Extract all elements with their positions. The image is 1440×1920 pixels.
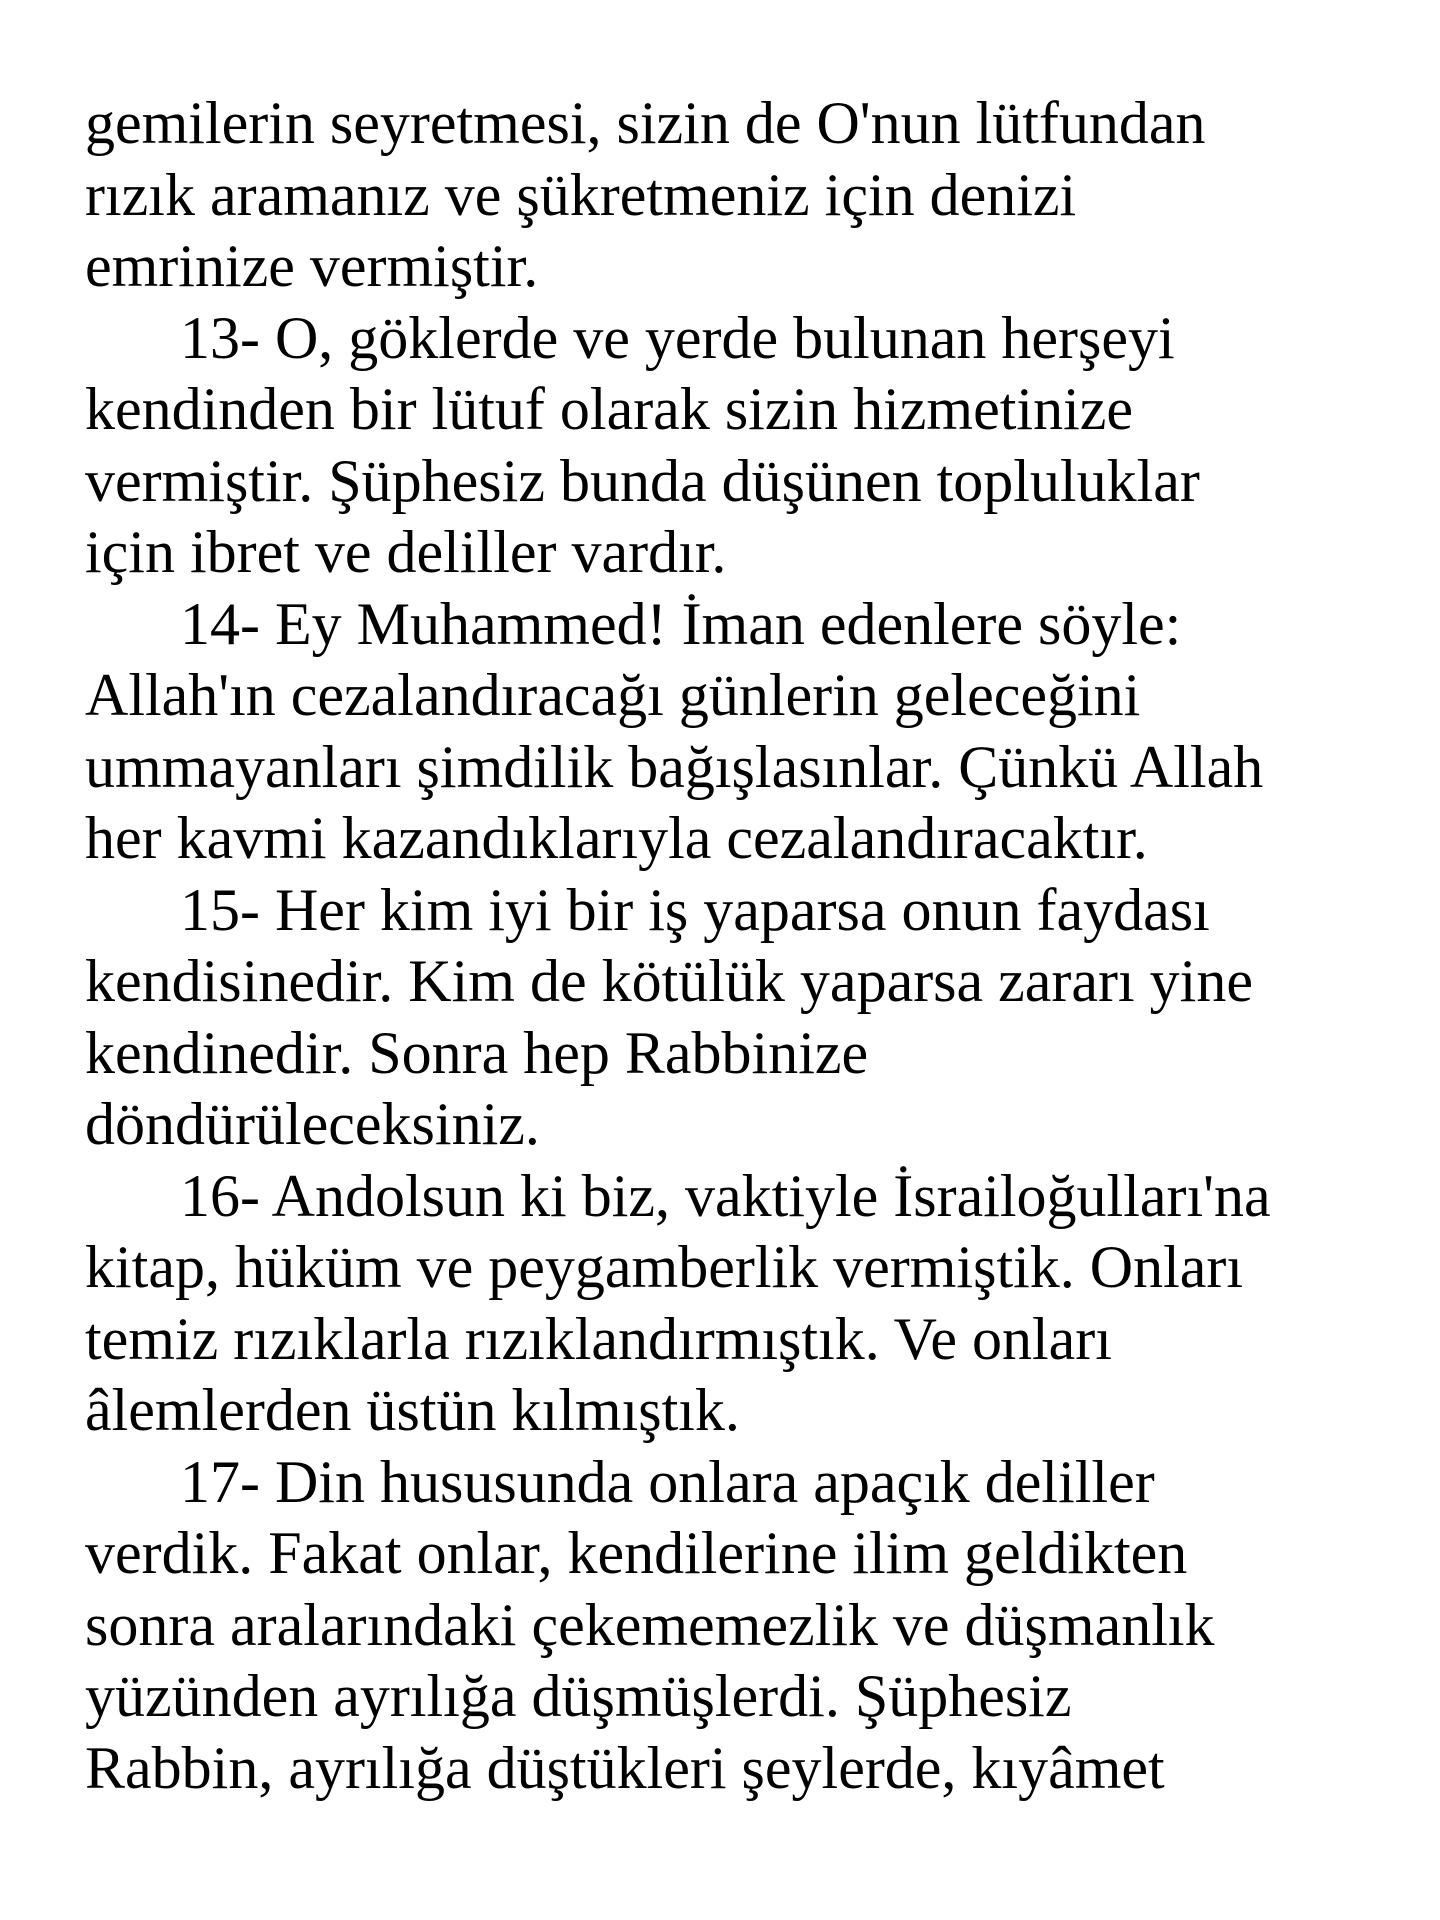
text-line: kitap, hüküm ve peygamberlik vermiştik. Onları: [85, 1234, 1244, 1300]
verse-14-start: 14- Ey Muhammed! İman edenlere söyle:: [180, 590, 1182, 657]
text-line: âlemlerden üstün kılmıştık.: [85, 1377, 740, 1443]
body-text: [85, 88, 1405, 1804]
text-line: yüzünden ayrılığa düşmüşlerdi. Şüphesiz: [85, 1663, 1072, 1729]
text-line: kendisinedir. Kim de kötülük yaparsa zararı yine: [85, 948, 1253, 1014]
verse-16-start: 16- Andolsun ki biz, vaktiyle İsrailoğulları'na: [180, 1162, 1271, 1229]
text-line: vermiştir. Şüphesiz bunda düşünen topluluklar: [85, 447, 1200, 514]
text-line: ummayanları şimdilik bağışlasınlar. Çünkü Allah: [85, 733, 1264, 800]
text-line: döndürüleceksiniz.: [85, 1091, 540, 1157]
text-line: için ibret ve deliller vardır.: [85, 519, 727, 585]
text-line: verdik. Fakat onlar, kendilerine ilim geldikten: [85, 1520, 1188, 1586]
text-line: Allah'ın cezalandıracağı günlerin geleceğini: [85, 662, 1141, 728]
text-line: kendinden bir lütuf olarak sizin hizmetinize: [85, 376, 1134, 442]
text-line: emrinize vermiştir.: [85, 233, 539, 299]
verse-15-start: 15- Her kim iyi bir iş yaparsa onun faydası: [180, 876, 1210, 943]
verse-17-start: 17- Din hususunda onlara apaçık deliller: [180, 1448, 1155, 1515]
text-line: Rabbin, ayrılığa düştükleri şeylerde, kıyâmet: [85, 1734, 1165, 1801]
verse-13-start: 13- O, göklerde ve yerde bulunan herşeyi: [180, 304, 1175, 371]
text-line: kendinedir. Sonra hep Rabbinize: [85, 1019, 869, 1086]
text-line: her kavmi kazandıklarıyla cezalandıracaktır.: [85, 805, 1148, 871]
text-line: sonra aralarındaki çekememezlik ve düşmanlık: [85, 1591, 1215, 1658]
text-line: temiz rızıklarla rızıklandırmıştık. Ve onları: [85, 1305, 1112, 1372]
text-line: gemilerin seyretmesi, sizin de O'nun lütfundan: [85, 90, 1206, 156]
text-line: rızık aramanız ve şükretmeniz için denizi: [85, 161, 1077, 228]
